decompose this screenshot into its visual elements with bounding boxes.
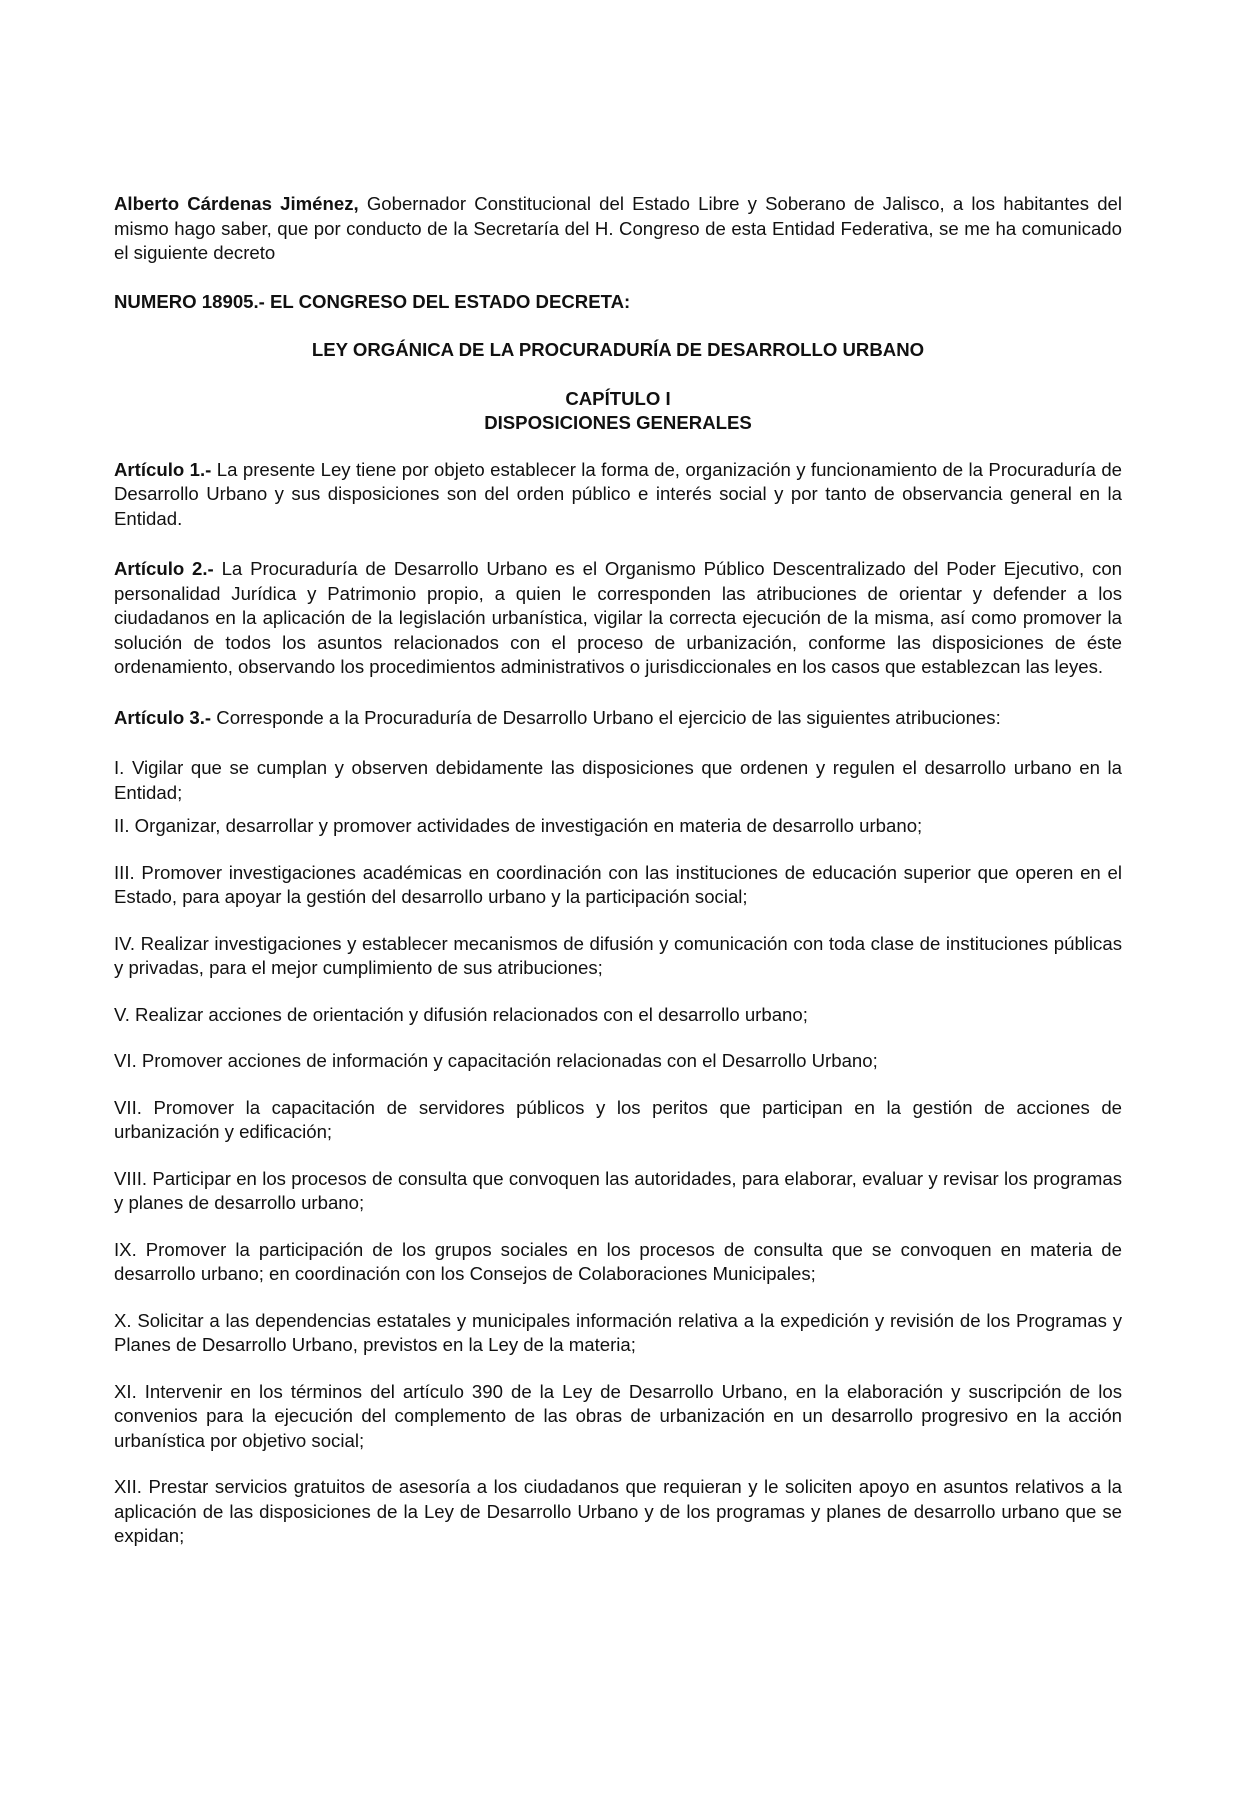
decree-heading: NUMERO 18905.- EL CONGRESO DEL ESTADO DECRETA: [114,290,631,312]
fraction-xi: XI. Intervenir en los términos del artículo 390 de la Ley de Desarrollo Urbano, en la elaboración y suscripción de los convenios para la ejecución del complemento de las obras de urbanización en un desarrollo progresivo en la acción urbanística por objetivo social; [114,1380,1122,1451]
document-body [114,192,1122,1571]
fraction-xii: XII. Prestar servicios gratuitos de asesoría a los ciudadanos que requieran y le soliciten apoyo en asuntos relativos a la aplicación de las disposiciones de la Ley de Desarrollo Urbano y de los programas y planes de desarrollo urbano que se expidan; [114,1476,1122,1546]
intro-paragraph [114,192,1122,266]
fraction-iv: IV. Realizar investigaciones y establecer mecanismos de difusión y comunicación con toda clase de instituciones públicas y privadas, para el mejor cumplimiento de sus atribuciones; [114,932,1122,978]
article-label: Artículo 1.- [114,458,212,480]
article-text: Corresponde a la Procuraduría de Desarrollo Urbano el ejercicio de las siguientes atribuciones: [211,706,1001,728]
fraction-ii: II. Organizar, desarrollar y promover actividades de investigación en materia de desarrollo urbano; [114,815,923,836]
article-2 [114,557,1122,680]
chapter-number: CAPÍTULO I [565,387,671,409]
article-label: Artículo 2.- [114,558,214,579]
law-title: LEY ORGÁNICA DE LA PROCURADURÍA DE DESARROLLO URBANO [311,339,925,360]
article-1 [114,458,1122,532]
fraction-vii: VII. Promover la capacitación de servidores públicos y los peritos que participan en la gestión de acciones de urbanización y edificación; [114,1096,1122,1142]
fraction-iii: III. Promover investigaciones académicas en coordinación con las instituciones de educación superior que operen en el Estado, para apoyar la gestión del desarrollo urbano y la participación social; [114,861,1122,907]
article-text: La Procuraduría de Desarrollo Urbano es el Organismo Público Descentralizado del Poder Ejecutivo, con personalidad Jurídica y Patrimonio propio, a quien le corresponden las atribuciones de orientar y defender a los ciudadanos en la aplicación de la legislación urbanística, vigilar la correcta ejecución de la misma, así como promover la solución de todos los asuntos relacionados con el proceso de urbanización, conforme las disposiciones de éste ordenamiento, observando los procedimientos administrativos o jurisdiccionales en los casos que establezcan las leyes. [114,558,1123,677]
fraction-vi: VI. Promover acciones de información y capacitación relacionadas con el Desarrollo Urbano; [114,1050,878,1071]
fraction-ix: IX. Promover la participación de los grupos sociales en los procesos de consulta que se convoquen en materia de desarrollo urbano; en coordinación con los Consejos de Colaboraciones Municipales; [114,1238,1122,1284]
fraction-i: I. Vigilar que se cumplan y observen debidamente las disposiciones que ordenen y regulen el desarrollo urbano en la Entidad; [114,757,1122,803]
article-label: Artículo 3.- [114,706,212,728]
fraction-x: X. Solicitar a las dependencias estatales y municipales información relativa a la expedición y revisión de los Programas y Planes de Desarrollo Urbano, previstos en la Ley de la materia; [114,1309,1122,1355]
governor-name: Alberto Cárdenas Jiménez, [114,193,359,214]
article-text: La presente Ley tiene por objeto establecer la forma de, organización y funcionamiento de la Procuraduría de Desarrollo Urbano y sus disposiciones son del orden público e interés social y por tanto de observancia general en la Entidad. [114,458,1122,529]
fraction-viii: VIII. Participar en los procesos de consulta que convoquen las autoridades, para elaborar, evaluar y revisar los programas y planes de desarrollo urbano; [114,1167,1122,1213]
article-3 [114,706,1122,731]
intro-text: Gobernador Constitucional del Estado Libre y Soberano de Jalisco, a los habitantes del mismo hago saber, que por conducto de la Secretaría del H. Congreso de esta Entidad Federativa, se me ha comunicado el siguiente decreto [114,193,1123,263]
chapter-heading [114,387,1122,436]
fraction-v: V. Realizar acciones de orientación y difusión relacionados con el desarrollo urbano; [114,1003,808,1025]
chapter-name: DISPOSICIONES GENERALES [484,412,752,433]
